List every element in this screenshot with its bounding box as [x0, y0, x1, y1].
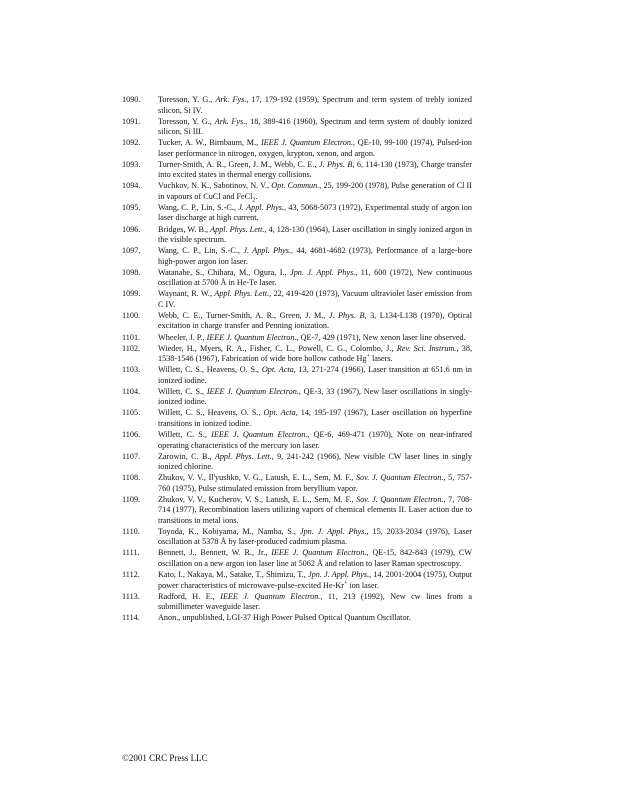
reference-details: , 9, 241-242 (1966), New visible CW laser lines in singly ionized chlorine. [158, 451, 472, 472]
reference-journal: Opt. Commun. [271, 181, 320, 191]
reference-journal: Ark. Fys. [215, 95, 247, 104]
reference-journal: J. Phys. B [328, 310, 365, 320]
subscript: 2 [252, 197, 256, 204]
reference-item [122, 473, 472, 494]
superscript: + [343, 579, 348, 586]
reference-item [122, 246, 472, 267]
reference-journal: Sov. J. Quantum Electron. [356, 494, 444, 504]
reference-journal: J. Appl. Phys. [238, 202, 284, 212]
reference-number: 1107. [122, 451, 141, 461]
reference-journal: Rev. Sci. Instrum. [396, 343, 457, 353]
reference-details: , 3, L134-L138 (1970), Optical excitation in charge transfer and Penning ionization. [158, 310, 472, 331]
reference-authors: Bennett, J., Bennett, W. R., Jr., [158, 548, 272, 558]
reference-item [122, 495, 472, 527]
reference-item [122, 408, 472, 429]
reference-item [122, 268, 472, 289]
reference-item [122, 160, 472, 181]
reference-number: 1092. [122, 138, 141, 148]
reference-number: 1110. [122, 526, 140, 536]
reference-number: 1097. [122, 246, 141, 256]
reference-details: , 7, 708-714 (1977), Recombination lasers utilizing vapors of chemical elements II. Laser action due to transitions in metal ions. [158, 494, 472, 525]
reference-number: 1108. [122, 473, 141, 483]
reference-details: , QE-3, 33 (1967), New laser oscillations in singly-ionized iodine. [158, 386, 472, 407]
reference-journal: Jpn. J. Appl. Phys. [299, 526, 367, 536]
reference-number: 1103. [122, 365, 141, 375]
reference-journal: J. Appl. Phys. [243, 246, 292, 256]
reference-details: , 13, 271-274 (1966), Laser transition at 651.6 nm in ionized iodine. [158, 365, 473, 385]
reference-item [122, 95, 472, 116]
reference-number: 1090. [122, 95, 141, 104]
reference-details: , 5, 757-760 (1975), Pulse stimulated emission from beryllium vapor. [158, 473, 473, 493]
reference-details: , QE-7, 429 (1971), New xenon laser line observed. [296, 332, 466, 342]
reference-number: 1101. [122, 332, 141, 342]
reference-details: , QE-6, 469-471 (1970), Note on near-infrared operating characteristics of the mercury ion laser. [158, 430, 473, 450]
reference-details: , 11, 213 (1992), New cw lines from a submillimeter waveguide laser. [158, 591, 472, 612]
reference-details: , 6, 114-130 (1973), Charge transfer into excited states in thermal energy collisions. [158, 159, 473, 180]
reference-number: 1094. [122, 181, 141, 191]
reference-journal: Opt. Acta [263, 408, 296, 418]
reference-number: 1091. [122, 116, 141, 126]
reference-journal: IEEE J. Quantum Electron. [260, 138, 353, 148]
reference-item [122, 452, 472, 473]
copyright-footer: ©2001 CRC Press LLC [122, 753, 208, 763]
reference-authors: Tucker, A. W., Birnbaum, M., [158, 138, 261, 148]
reference-details: , 44, 4681-4682 (1973), Performance of a large-bore high-power argon ion laser. [158, 246, 472, 266]
reference-item [122, 311, 472, 332]
reference-journal: J. Phys. B [318, 159, 353, 169]
reference-journal: IEEE J. Quantum Electron. [271, 548, 367, 558]
reference-number: 1112. [122, 570, 140, 580]
reference-authors: Willett, C. S., Heavens, O. S., [158, 365, 262, 375]
reference-authors: Zhukov, V. V., Kucherov, V. S., Latush, E. L., Sem, M. F., [158, 494, 357, 504]
reference-details: , 15, 2033-2034 (1976), Laser oscillation at 5378 Å by laser-produced cadmium plasma. [158, 526, 473, 547]
reference-authors: Zhukov, V. V., Il'yushko, V. G., Latush, E. L., Sem, M. F., [158, 473, 357, 483]
reference-item [122, 333, 472, 344]
reference-authors: Anon., unpublished, LGI-37 High Power Pulsed Optical Quantum Oscillator. [158, 613, 411, 623]
reference-authors: Wang, C. P., Lin, S.-C., [158, 202, 239, 212]
reference-details: , 18, 389-416 (1960), Spectrum and term system of doubly ionized silicon, Si III. [158, 116, 472, 137]
reference-number: 1114. [122, 613, 140, 623]
reference-journal: Jpn. J. Appl. Phys. [307, 570, 370, 580]
reference-authors: Vuchkov, N. K., Sabotinov, N. V., [158, 181, 272, 191]
reference-authors: Kato, I., Nakaya, M., Satake, T., Shimizu, T., [158, 570, 308, 580]
reference-journal: IEEE J. Quantum Electron. [206, 386, 299, 396]
reference-number: 1095. [122, 202, 141, 212]
reference-authors: Willett, C. S., Heavens, O. S., [158, 408, 264, 418]
reference-authors: Willett, C. S., [158, 386, 207, 396]
reference-item [122, 344, 472, 365]
reference-item [122, 225, 472, 246]
reference-details: , 38, 1538-1546 (1967), Fabrication of wide bore hollow cathode Hg [158, 343, 473, 364]
reference-list [122, 95, 472, 624]
reference-number: 1111. [122, 548, 140, 558]
reference-details: , QE-15, 842-843 (1979), CW oscillation on a new argon ion laser line at 5062 Å and relation to laser Raman spectroscopy. [158, 548, 473, 568]
reference-details: , QE-10, 99-100 (1974), Pulsed-ion laser performance in nitrogen, oxygen, krypton, xenon, and argon. [158, 138, 472, 158]
reference-details: , 11, 600 (1972), New continuous oscillation at 5700 Å in He-Te laser. [158, 267, 473, 288]
reference-item [122, 592, 472, 613]
reference-details: , 4, 128-130 (1964), Laser oscillation in singly ionized argon in the visible spectrum. [158, 224, 472, 245]
reference-number: 1100. [122, 310, 141, 320]
reference-item [122, 138, 472, 159]
reference-authors: Toresson, Y. G., [158, 116, 215, 126]
reference-item [122, 181, 472, 202]
reference-authors: Webb, C. E., Turner-Smith, A. R., Green, J. M., [158, 310, 329, 320]
reference-journal: IEEE J. Quantum Electron. [211, 430, 308, 439]
reference-journal: Opt. Acta [261, 365, 294, 375]
reference-journal: IEEE J. Quantum Electron. [220, 591, 321, 601]
reference-authors: Toyoda, K., Kobiyama, M., Namba, S., [158, 526, 300, 536]
reference-tail: ion laser. [347, 580, 379, 590]
reference-authors: Willett, C. S., [158, 430, 212, 439]
reference-item [122, 527, 472, 548]
reference-details: , 22, 419-420 (1973), Vacuum ultraviolet laser emission from C IV. [158, 289, 472, 309]
reference-journal: Jpn. J. Appl. Phys. [290, 267, 356, 277]
reference-journal: Appl. Phys. Lett. [214, 451, 272, 461]
reference-item [122, 570, 472, 591]
reference-authors: Wang, C. P., Lin, S.-C., [158, 246, 244, 256]
reference-authors: Watanabe, S., Chihara, M., Ogura, I., [158, 267, 291, 277]
reference-authors: Zarowin, C. B., [158, 451, 215, 461]
reference-item [122, 387, 472, 408]
reference-number: 1098. [122, 267, 141, 277]
reference-authors: Wieder, H., Myers, R. A., Fisher, C. L., Powell, C. G., Colombo, J., [158, 343, 397, 353]
reference-journal: Ark. Fys. [214, 116, 246, 126]
reference-details: , 14, 2001-2004 (1975), Output power characteristics of microwave-pulse-excited He-Kr [158, 570, 472, 590]
reference-details: , 43, 5068-5073 (1972), Experimental study of argon ion laser discharge at high current. [158, 202, 472, 223]
reference-authors: Turner-Smith, A. R., Green, J. M., Webb, C. E., [158, 159, 319, 169]
reference-authors: Waynant, R. W., [158, 289, 215, 299]
reference-number: 1105. [122, 408, 141, 418]
reference-number: 1096. [122, 224, 141, 234]
reference-tail: . [255, 191, 258, 201]
reference-number: 1099. [122, 289, 141, 299]
reference-item [122, 365, 472, 386]
reference-number: 1104. [122, 386, 141, 396]
reference-tail: lasers. [369, 354, 393, 364]
reference-journal: Appl. Phys. Lett. [210, 224, 265, 234]
reference-details: , 14, 195-197 (1967), Laser oscillation on hyperfine transitions in ionized iodine. [158, 408, 473, 428]
reference-number: 1093. [122, 159, 141, 169]
reference-item [122, 117, 472, 138]
reference-number: 1109. [122, 494, 141, 504]
reference-details: , 25, 199-200 (1978), Pulse generation of Cl II in vapours of CuCl and FeCl [158, 181, 473, 201]
reference-item [122, 430, 472, 451]
reference-authors: Bridges, W. B., [158, 224, 211, 234]
reference-item [122, 289, 472, 310]
reference-authors: Wheeler, J. P., [158, 332, 207, 342]
reference-details: , 17, 179-192 (1959), Spectrum and term system of trebly ionized silicon, Si IV. [158, 95, 472, 115]
reference-journal: Sov. J. Quantum Electron. [356, 473, 444, 483]
reference-journal: Appl. Phys. Lett. [214, 289, 270, 299]
reference-item [122, 203, 472, 224]
superscript: + [366, 353, 370, 360]
reference-authors: Radford, H. E., [158, 591, 221, 601]
reference-number: 1113. [122, 591, 140, 601]
reference-item [122, 613, 472, 624]
reference-journal: IEEE J. Quantum Electron. [206, 332, 297, 342]
reference-number: 1102. [122, 343, 141, 353]
reference-authors: Toresson, Y. G., [158, 95, 216, 104]
reference-item [122, 548, 472, 569]
reference-number: 1106. [122, 430, 141, 439]
